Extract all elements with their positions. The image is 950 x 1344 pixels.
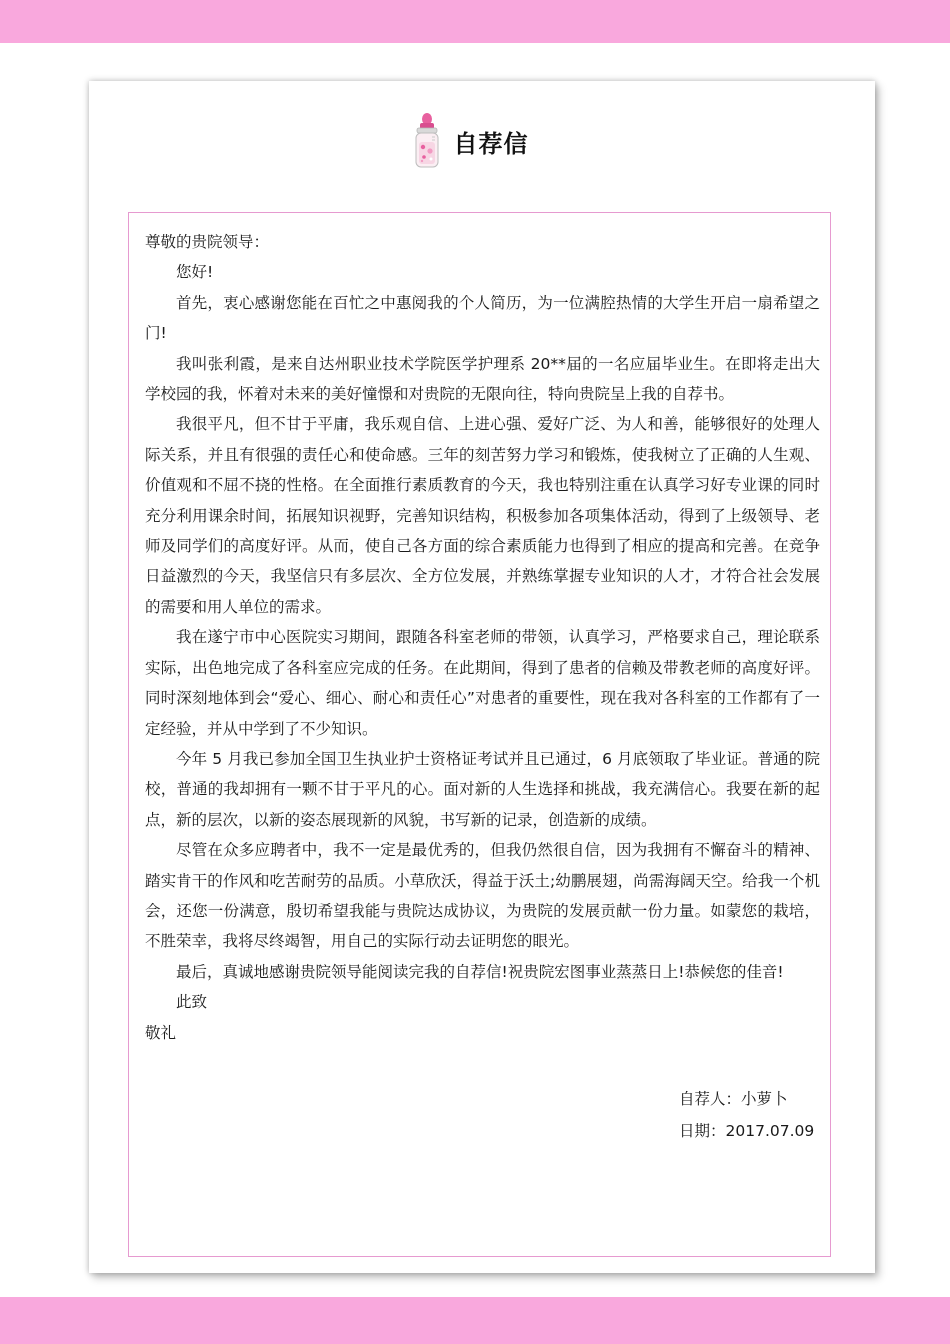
letter-title: 自荐信 [453, 129, 529, 158]
letter-header [89, 111, 875, 171]
regards: 敬礼 [145, 1023, 177, 1042]
letter-body-frame [128, 212, 831, 1257]
paragraph-self-introduction: 我叫张利霞，是来自达州职业技术学院医学护理系 20**届的一名应届毕业生。在即将走出大学校园的我，怀着对未来的美好憧憬和对贵院的无限向往，特向贵院呈上我的自荐书。 [145, 354, 820, 404]
letter-body [145, 227, 820, 1048]
paragraph-qualifications: 今年 5 月我已参加全国卫生执业护士资格证考试并且已通过，6 月底领取了毕业证。普通的院校，普通的我却拥有一颗不甘于平凡的心。面对新的人生选择和挑战，我充满信心。我要在新的起点，新的层次，以新的姿态展现新的风貌，书写新的记录，创造新的成绩。 [145, 749, 820, 829]
paragraph-intro: 首先，衷心感谢您能在百忙之中惠阅我的个人简历，为一位满腔热情的大学生开启一扇希望之门! [145, 293, 820, 343]
signature-date: 日期：2017.07.09 [679, 1122, 815, 1140]
salutation: 尊敬的贵院领导： [145, 233, 270, 251]
paragraph-personality: 我很平凡，但不甘于平庸，我乐观自信、上进心强、爱好广泛、为人和善，能够很好的处理人际关系，并且有很强的责任心和使命感。三年的刻苦努力学习和锻炼，使我树立了正确的人生观、价值观和不屈不挠的性格。在全面推行素质教育的今天，我也特别注重在认真学习好专业课的同时充分利用课余时间，拓展知识视野，完善知识结构，积极参加各项集体活动，得到了上级领导、老师及同学们的高度好评。从而，使自己各方面的综合素质能力也得到了相应的提高和完善。在竞争日益激烈的今天，我坚信只有多层次、全方位发展，并熟练掌握专业知识的人才，才符合社会发展的需要和用人单位的需求。 [145, 415, 820, 616]
letter-sheet [89, 81, 875, 1273]
paragraph-request: 尽管在众多应聘者中，我不一定是最优秀的，但我仍然很自信，因为我拥有不懈奋斗的精神、踏实肯干的作风和吃苦耐劳的品质。小草欣沃，得益于沃土;幼鹏展翅，尚需海阔天空。给我一个机会，还您一份满意，殷切希望我能与贵院达成协议，为贵院的发展贡献一份力量。如蒙您的栽培，不胜荣幸，我将尽终竭智，用自己的实际行动去证明您的眼光。 [145, 841, 820, 951]
bottom-pink-band [0, 1297, 950, 1344]
baby-bottle-icon [412, 113, 442, 169]
top-pink-band [0, 0, 950, 43]
signature: 自荐人：小萝卜 [679, 1090, 788, 1108]
greeting: 您好! [176, 263, 214, 282]
paragraph-internship: 我在遂宁市中心医院实习期间，跟随各科室老师的带领，认真学习，严格要求自己，理论联系实际，出色地完成了各科室应完成的任务。在此期间，得到了患者的信赖及带教老师的高度好评。同时深刻地体到会“爱心、细心、耐心和责任心”对患者的重要性，现在我对各科室的工作都有了一定经验，并从中学到了不少知识。 [145, 628, 820, 738]
closing: 此致 [176, 993, 208, 1012]
paragraph-thanks: 最后，真诚地感谢贵院领导能阅读完我的自荐信!祝贵院宏图事业蒸蒸日上!恭候您的佳音! [176, 962, 784, 981]
